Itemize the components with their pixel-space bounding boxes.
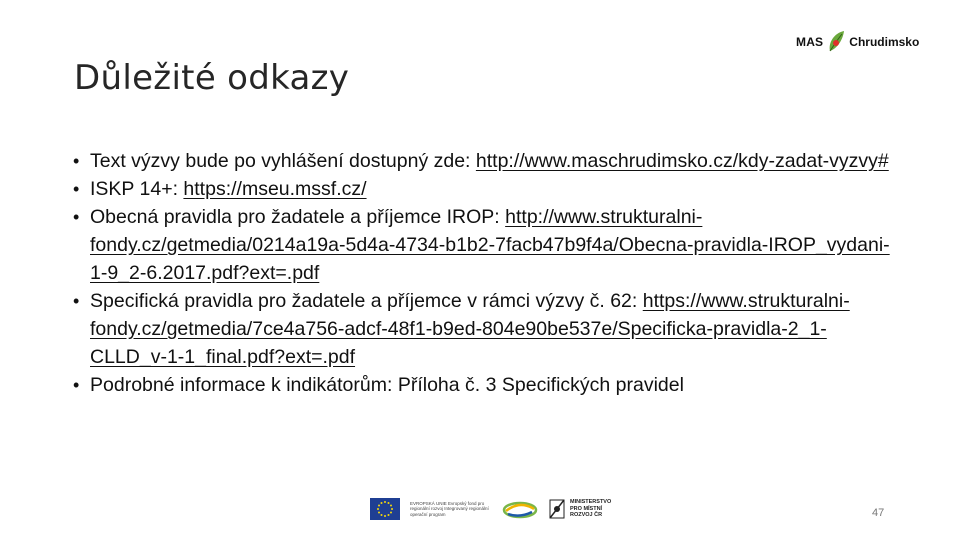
footer-logos (370, 494, 611, 524)
iskp-link[interactable]: https://mseu.mssf.cz/ (183, 178, 367, 200)
list-item-text: Specifická pravidla pro žadatele a příjemce v rámci výzvy č. 62: (90, 290, 643, 312)
bullet-icon: • (73, 291, 80, 311)
page-title: Důležité odkazy (74, 58, 350, 98)
list-item-text: Text výzvy bude po vyhlášení dostupný zde: (90, 150, 476, 172)
leaf-icon (826, 29, 846, 55)
logo-chrudimsko-text: Chrudimsko (849, 35, 920, 49)
ministry-line-3: ROZVOJ ČR (570, 512, 603, 519)
link-list (73, 147, 893, 399)
general-rules-link[interactable]: http://www.strukturalni-fondy.cz/getmedia/0214a19a-5d4a-4734-b1b2-7facb47b9f4a/Obecna-pravidla-IROP_vydani-1-9_2-6.2017.pdf?ext=.pdf (90, 206, 890, 284)
page-number: 47 (872, 507, 885, 519)
ministry-line-2: PRO MÍSTNÍ (570, 505, 603, 512)
ministry-mark-icon (548, 498, 566, 520)
bullet-icon: • (73, 151, 80, 171)
mas-chrudimsko-logo (796, 28, 919, 56)
logo-mas-text: MAS (796, 35, 824, 49)
list-item (73, 287, 893, 371)
eu-fund-text: EVROPSKÁ UNIE Evropský fond pro regionální rozvoj Integrovaný regionální operační program (410, 500, 489, 517)
list-item-text: Podrobné informace k indikátorům: Příloha č. 3 Specifických pravidel (90, 374, 684, 396)
list-item (73, 175, 893, 203)
eu-flag-icon (370, 498, 400, 520)
bullet-icon: • (73, 375, 80, 395)
irop-logo-icon (502, 498, 538, 520)
ministry-logo (548, 498, 611, 520)
list-item-text: ISKP 14+: (90, 178, 184, 200)
list-item (73, 203, 893, 287)
list-item-text: Obecná pravidla pro žadatele a příjemce IROP: (90, 206, 506, 228)
call-text-link[interactable]: http://www.maschrudimsko.cz/kdy-zadat-vyzvy# (475, 150, 889, 172)
specific-rules-link[interactable]: https://www.strukturalni-fondy.cz/getmedia/7ce4a756-adcf-48f1-b9ed-804e90be537e/Specificka-pravidla-2_1-CLLD_v-1-1_final.pdf?ext=.pdf (90, 290, 850, 368)
ministry-line-1: MINISTERSTVO (570, 499, 612, 506)
bullet-icon: • (73, 207, 80, 227)
bullet-icon: • (73, 179, 80, 199)
list-item (73, 147, 893, 175)
ministry-text (570, 499, 611, 519)
list-item (73, 371, 893, 399)
